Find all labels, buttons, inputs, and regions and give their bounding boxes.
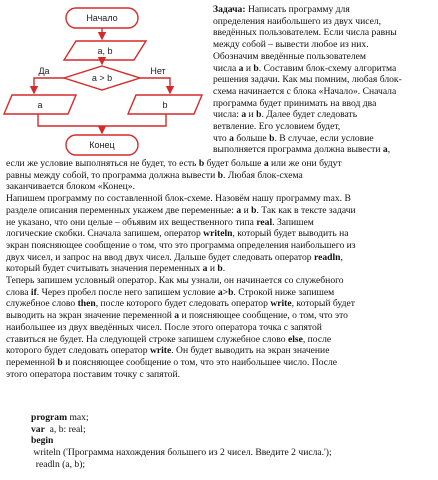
text-segment: b xyxy=(256,109,262,121)
text-segment: . Строкой ниже запишем xyxy=(233,286,335,298)
text-segment: a>b xyxy=(217,286,234,298)
text-segment: схема начинается с блока «Начало». Сначала xyxy=(213,85,397,97)
text-segment: числа: xyxy=(213,109,239,121)
output-a-label: a xyxy=(37,100,43,110)
text-segment: и поясняющее сообщение, о том, что это xyxy=(181,310,348,322)
text-segment: и поясняющее сообщение о том, что это наибольшее число. После xyxy=(65,356,338,368)
code-readln: readln (a, b); xyxy=(31,458,86,470)
text-segment: if xyxy=(30,286,37,298)
text-segment: который будет считывать значения переменных xyxy=(6,263,201,275)
text-segment: , который будет xyxy=(291,298,355,310)
task-label: Задача: xyxy=(213,4,246,15)
text-segment: . Далее будет следовать xyxy=(261,109,358,121)
input-label: a, b xyxy=(97,46,113,56)
text-segment: , после xyxy=(302,333,332,345)
text-segment: наибольшее из двух введённых чисел. После этого оператора точка с запятой xyxy=(6,321,322,333)
text-segment: между собой – вывести любое из них. xyxy=(213,39,369,51)
text-segment: равны между собой, то программа должна вывести xyxy=(6,169,216,181)
text-segment: служебное слово xyxy=(6,298,76,310)
text-segment: . Запишем xyxy=(272,216,314,228)
text-segment: b xyxy=(253,62,259,74)
text-segment: b xyxy=(251,204,257,216)
text-segment: , после которого будет следовать оператор xyxy=(95,298,268,310)
task-text: Задача: Написать программу для определения наибольшего из двух чисел, введённых пользователем. Если числа равны между собой – вывести любое из них. Обозначим введённые пользователем числа a и b. Составим блок-схему алгоритма решения задачи. Как мы помним, любая блок- схема начинается с блока «Начало». Сначала программа будет принимать на ввод два числа: a и b. Далее будет следовать ветвление. Его условием будет, что a больше b. В случае, если условие выполняется программа должна вывести a, xyxy=(213,4,435,156)
text-segment: и xyxy=(245,62,252,74)
no-label: Нет xyxy=(150,66,166,76)
condition-label: a > b xyxy=(91,73,113,83)
body-text: если же условие выполняться не будет, то есть b будет больше a или же они будут равны между собой, то программа должна вывести b. Любая блок-схема заканчивается блоком «Конец». Напишем программу по составленной блок-схеме. Назовём нашу программу max. В разделе описания переменных укажем две переменные: a и b. Так как в тексте задачи не указано, что они целые – объявим их вещественного типа real. Запишем логические скобки. Сначала запишем, оператор writeln, который будет выводить на экран поясняющее сообщение о том, что это программа определения наибольшего из двух чисел, и запрос на ввод двух чисел. Дальше будет следовать оператор readln, который будет считывать значения переменных a и b. Теперь запишем условный оператор. Как мы узнали, он начинается со служебного слова if. Через пробел после него запишем условие a>b. Строкой ниже запишем служебное слово then, после которого будет следовать оператор write, который будет выводить на экран значение переменной a и поясняющее сообщение, о том, что это наибольшее из двух введённых чисел. После этого оператора точка с запятой ставиться не будет. На следующей строке запишем служебное слово else, после которого будет следовать оператор write. Он будет выводить на экран значение переменной b и поясняющее сообщение о том, что это наибольшее число. После этого оператора поставим точку с запятой. xyxy=(6,158,434,380)
text-segment: b xyxy=(217,169,224,181)
code-listing xyxy=(31,412,431,471)
text-segment: write xyxy=(270,298,292,310)
kw-begin: begin xyxy=(31,435,54,447)
text-segment: a xyxy=(382,144,388,156)
text-segment: слова xyxy=(6,286,29,298)
text-segment: что xyxy=(213,132,227,144)
text-segment: переменной xyxy=(6,356,55,368)
text-segment: программа будет принимать на ввод два xyxy=(213,97,377,109)
text-segment: . Любая блок-схема xyxy=(223,169,303,181)
text-segment: . Составим блок-схему алгоритма xyxy=(258,62,397,74)
text-segment: a xyxy=(174,310,180,322)
start-label: Начало xyxy=(86,13,118,23)
text-segment: и xyxy=(209,263,215,275)
text-segment: логические скобки. Сначала запишем, оператор xyxy=(6,228,201,240)
text-segment: ветвление. Его условием будет, xyxy=(213,121,341,133)
text-segment: разделе описания переменных укажем две переменные: xyxy=(6,204,234,216)
text-segment: числа xyxy=(213,62,237,74)
text-segment: выводить на экран значение переменной xyxy=(6,310,172,322)
text-segment: real xyxy=(256,216,273,228)
text-segment: этого оператора поставим точку с запятой. xyxy=(6,368,180,380)
text-segment: Написать программу для xyxy=(247,4,350,15)
text-segment: ставиться не будет. На следующей строке запишем служебное слово xyxy=(6,333,286,345)
text-segment: b xyxy=(198,158,205,169)
text-segment: Обозначим введённые пользователем xyxy=(213,50,366,62)
text-segment: writeln xyxy=(203,228,233,240)
text-segment: Напишем программу по составленной блок-схеме. Назовём нашу программу max. В xyxy=(6,193,351,205)
text-segment: будет больше xyxy=(206,158,262,169)
text-segment: заканчивается блоком «Конец». xyxy=(6,181,135,193)
text-segment: b xyxy=(269,132,275,144)
text-segment: решения задачи. Как мы помним, любая блок- xyxy=(213,74,402,86)
text-segment: else xyxy=(287,333,303,345)
text-segment: then xyxy=(77,298,96,310)
text-segment: выполняется программа должна вывести xyxy=(213,144,381,156)
text-segment: и xyxy=(243,204,249,216)
output-b-label: b xyxy=(162,100,168,110)
text-segment: введённых пользователем. Если числа равны xyxy=(213,27,397,39)
text-segment: и xyxy=(248,109,254,121)
text-segment: a, b: real; xyxy=(44,423,86,435)
text-segment: больше xyxy=(236,132,267,144)
end-label: Конец xyxy=(89,140,115,150)
text-segment: . Так как в тексте задачи xyxy=(256,204,356,216)
text-segment: которого будет следовать оператор xyxy=(6,345,148,357)
yes-label: Да xyxy=(38,66,50,76)
text-segment: a xyxy=(202,263,208,275)
code-writeln: writeln ('Программа нахождения большего из 2 чисел. Введите 2 числа.'); xyxy=(31,447,332,459)
text-segment: Теперь запишем условный оператор. Как мы узнали, он начинается со служебного xyxy=(6,275,344,287)
text-segment: a xyxy=(236,204,242,216)
kw-program: program xyxy=(31,412,68,423)
text-segment: определения наибольшего из двух чисел, xyxy=(213,15,382,27)
text-segment: . В случае, если условие xyxy=(274,132,374,144)
text-segment: не указано, что они целые – объявим их вещественного типа xyxy=(6,216,254,228)
text-segment: max; xyxy=(67,412,89,423)
text-segment: a xyxy=(263,158,269,169)
text-segment: , который будет выводить на xyxy=(232,228,349,240)
text-segment: или же они будут xyxy=(271,158,342,169)
text-segment: a xyxy=(229,132,234,144)
text-segment: readln xyxy=(314,251,341,263)
text-segment: write xyxy=(149,345,172,357)
text-segment: двух чисел, и запрос на ввод двух чисел. Дальше будет следовать оператор xyxy=(6,251,312,263)
text-segment: a xyxy=(238,62,244,74)
kw-var: var xyxy=(31,423,45,435)
text-segment: . Через пробел после него запишем условие xyxy=(36,286,216,298)
text-segment: . Он будет выводить на экран значение xyxy=(171,345,330,357)
text-segment: b xyxy=(57,356,63,368)
text-segment: b xyxy=(217,263,223,275)
text-segment: экран поясняющее сообщение о том, что это программа определения наибольшего из xyxy=(6,239,356,251)
text-segment: a xyxy=(241,109,247,121)
text-segment: если же условие выполняться не будет, то есть xyxy=(6,158,197,169)
